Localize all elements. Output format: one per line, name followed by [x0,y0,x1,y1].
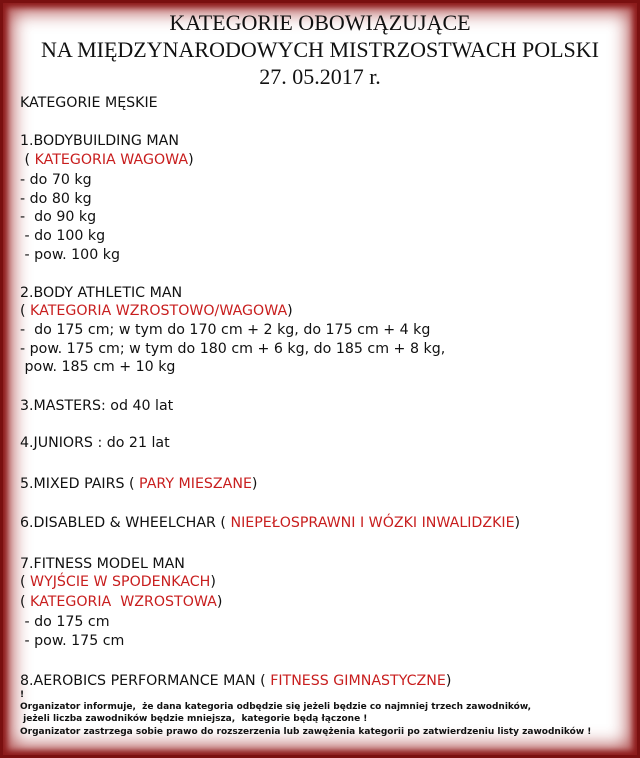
cat7-subtitle-2: ( KATEGORIA WZROSTOWA) [20,594,223,610]
cat6-red: NIEPEŁOSPRAWNI I WÓZKI INWALIDZKIE [230,515,515,531]
cat2-subtitle-red: KATEGORIA WZROSTOWO/WAGOWA [30,303,288,319]
cat2-title: 2.BODY ATHLETIC MAN [20,285,183,301]
cat7-subtitle-2-red: KATEGORIA WZROSTOWA [30,594,217,610]
cat5-red: PARY MIESZANE [139,476,252,492]
cat7-subtitle-1-red: WYJŚCIE W SPODENKACH [30,574,211,590]
cat7-title: 7.FITNESS MODEL MAN [20,556,185,572]
cat2-item: - pow. 175 cm; w tym do 180 cm + 6 kg, do 185 cm + 8 kg, [20,341,446,357]
cat5-title: 5.MIXED PAIRS ( PARY MIESZANE) [20,476,258,492]
cat2-item: - do 175 cm; w tym do 170 cm + 2 kg, do 175 cm + 4 kg [20,322,431,338]
cat7-subtitle-1: ( WYJŚCIE W SPODENKACH) [20,574,216,590]
cat6-title: 6.DISABLED & WHEELCHAR ( NIEPEŁOSPRAWNI I WÓZKI INWALIDZKIE) [20,515,521,531]
cat1-item: - do 90 kg [20,209,97,225]
section-heading: KATEGORIE MĘSKIE [20,95,158,111]
cat4-title: 4.JUNIORS : do 21 lat [20,435,170,451]
cat1-item: - do 80 kg [20,191,92,207]
cat8-red: FITNESS GIMNASTYCZNE [270,673,446,689]
cat1-item: - do 100 kg [20,228,106,244]
cat1-item: - pow. 100 kg [20,247,120,263]
title-line-1: KATEGORIE OBOWIĄZUJĄCE [169,10,471,35]
note-line: Organizator informuje, że dana kategoria odbędzie się jeżeli będzie co najmniej trzech zawodników, [20,702,532,712]
cat2-subtitle: ( KATEGORIA WZROSTOWO/WAGOWA) [20,303,293,319]
cat8-title: 8.AEROBICS PERFORMANCE MAN ( FITNESS GIMNASTYCZNE) [20,673,452,689]
cat3-title: 3.MASTERS: od 40 lat [20,398,174,414]
title-line-2: NA MIĘDZYNARODOWYCH MISTRZOSTWACH POLSKI [41,37,599,62]
cat1-subtitle: ( KATEGORIA WAGOWA) [20,152,194,168]
note-line: jeżeli liczba zawodników będzie mniejsza, kategorie będą łączone ! [20,714,368,724]
note-mark: ! [20,690,25,700]
cat1-title: 1.BODYBUILDING MAN [20,133,179,149]
cat2-item: pow. 185 cm + 10 kg [20,359,176,375]
note-line: Organizator zastrzega sobie prawo do rozszerzenia lub zawężenia kategorii po zatwierdzeniu listy zawodników ! [20,727,592,737]
cat7-item: - do 175 cm [20,614,110,630]
cat1-item: - do 70 kg [20,172,92,188]
cat7-item: - pow. 175 cm [20,633,125,649]
cat1-subtitle-red: KATEGORIA WAGOWA [34,152,189,168]
title-line-3: 27. 05.2017 r. [259,64,381,89]
